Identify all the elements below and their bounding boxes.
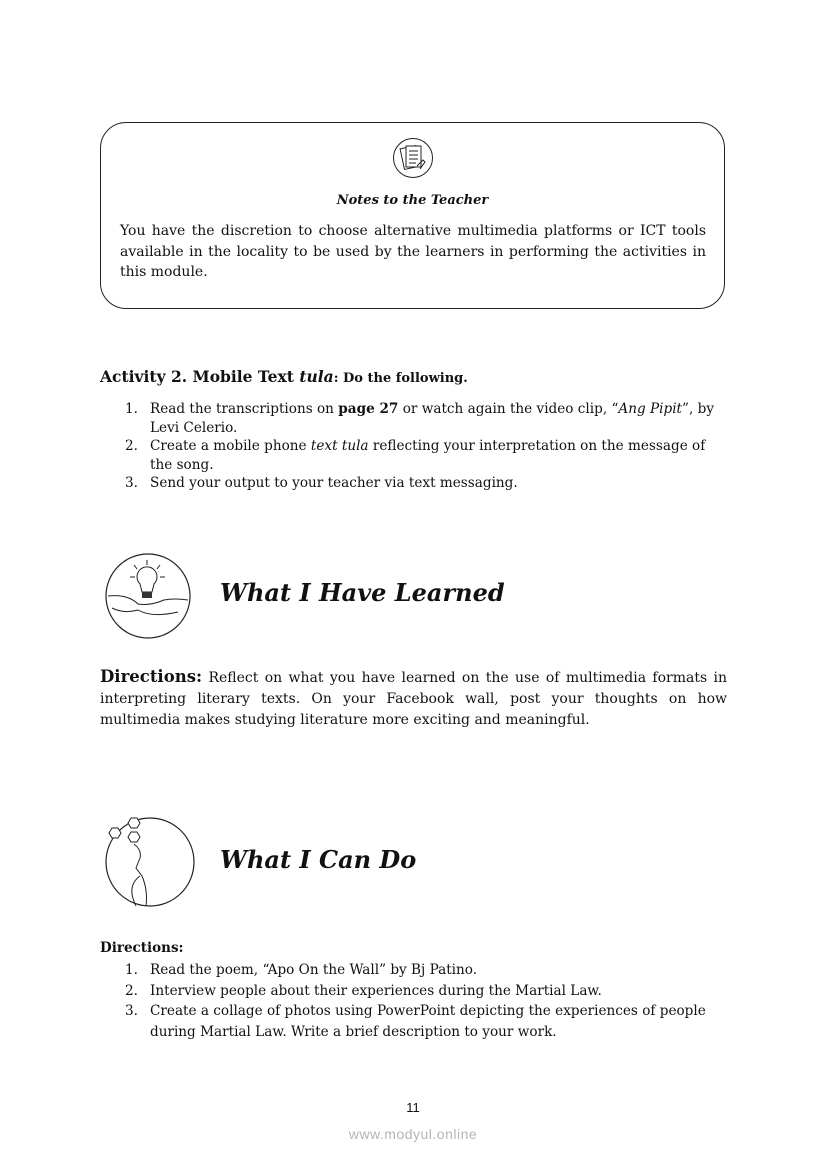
lightbulb-hand-icon (104, 552, 192, 640)
watermark: www.modyul.online (348, 1126, 478, 1142)
item-text: Read the transcriptions on (150, 401, 339, 417)
item-text: Create a mobile phone (150, 438, 311, 454)
list-item (100, 1001, 740, 1042)
activity-title-suffix: : Do the following. (333, 371, 468, 386)
item-number: 2. (125, 982, 138, 999)
item-number: 1. (125, 401, 138, 417)
item-text: reflecting your interpretation on the message of the song. (150, 438, 706, 473)
item-number: 1. (125, 962, 138, 978)
directions-label: Directions: (100, 667, 203, 686)
item-number: 3. (125, 475, 138, 491)
activity-title-main: Activity 2. Mobile Text (100, 367, 300, 386)
item-text: Read the poem, “Apo On the Wall” by Bj Patino. (150, 962, 478, 978)
list-item (100, 960, 740, 981)
cando-directions-label: Directions: (100, 940, 184, 956)
notes-text: You have the discretion to choose alternative multimedia platforms or ICT tools available in the locality to be used by the learners in performing the activities in this module. (120, 223, 706, 280)
item-text: or watch again the video clip, “ (398, 401, 619, 417)
activity-title (100, 367, 468, 386)
item-text: Send your output to your teacher via text messaging. (150, 475, 518, 491)
list-item (100, 981, 740, 1002)
section-heading-what-i-have-learned: What I Have Learned (220, 578, 505, 607)
item-bold: page 27 (338, 401, 399, 417)
notes-document-icon (391, 136, 435, 180)
activity-title-italic: tula (299, 367, 334, 386)
item-text: Interview people about their experiences during the Martial Law. (150, 982, 602, 999)
item-text: ”, by Levi Celerio. (150, 401, 715, 436)
directions-text: Reflect on what you have learned on the use of multimedia formats in interpreting literary texts. On your Facebook wall, post your thoughts on how multimedia makes studying literature more exciting and meaningful. (100, 670, 727, 728)
cando-list (100, 960, 740, 1042)
learned-directions (100, 666, 727, 731)
list-item (100, 437, 730, 474)
activity-list (100, 400, 730, 493)
list-item (100, 474, 730, 493)
item-number: 2. (125, 438, 138, 454)
hand-tools-icon (104, 816, 196, 908)
notes-title: Notes to the Teacher (336, 193, 489, 208)
item-italic: Ang Pipit (618, 401, 683, 417)
item-number: 3. (125, 1003, 138, 1019)
item-text: Create a collage of photos using PowerPoint depicting the experiences of people during Martial Law. Write a brief description to your work. (150, 1003, 706, 1040)
list-item (100, 400, 730, 437)
page-number: 11 (406, 1100, 420, 1115)
item-italic: text tula (310, 438, 369, 454)
section-heading-what-i-can-do: What I Can Do (220, 845, 417, 874)
